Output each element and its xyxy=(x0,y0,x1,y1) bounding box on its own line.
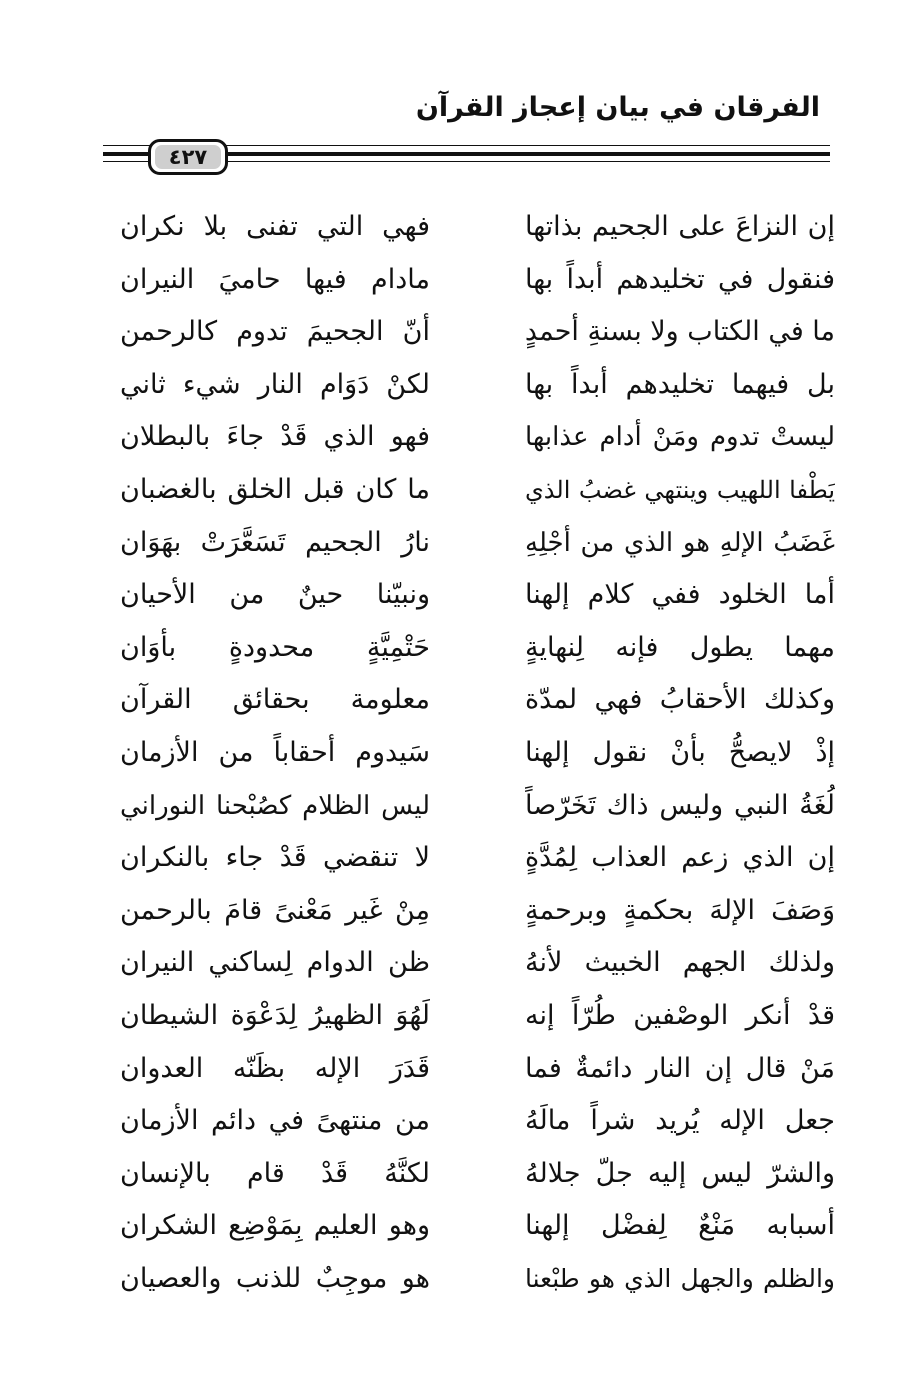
verse-line xyxy=(0,831,915,885)
verse-line xyxy=(0,200,915,254)
verse-first-hemistich: ولذلك الجهم الخبيث لأنهُ xyxy=(525,947,835,979)
verse-line xyxy=(0,253,915,307)
verse-first-hemistich: إذْ لايصحُّ بأنْ نقول إلهنا xyxy=(525,737,835,768)
verse-second-hemistich: ظن الدوام لِساكني النيران xyxy=(120,947,430,979)
verse-second-hemistich: معلومة بحقائق القرآن xyxy=(120,684,430,716)
verse-second-hemistich: لا تنقضي قَدْ جاء بالنكران xyxy=(120,842,430,874)
verse-line xyxy=(0,463,915,517)
verse-first-hemistich: مهما يطول فإنه لِنهايةٍ xyxy=(525,631,835,663)
verse-line xyxy=(0,1147,915,1201)
verse-line xyxy=(0,1252,915,1306)
verse-line xyxy=(0,305,915,359)
verse-second-hemistich: نارُ الجحيم تَسَعَّرَتْ بهَوَان xyxy=(120,526,430,558)
verse-line xyxy=(0,1094,915,1148)
verse-line xyxy=(0,410,915,464)
verse-second-hemistich: فهو الذي قَدْ جاءَ بالبطلان xyxy=(120,421,430,453)
verse-line xyxy=(0,516,915,570)
verse-first-hemistich: قدْ أنكر الوصْفين طُرّاً إنه xyxy=(525,1000,835,1031)
verse-first-hemistich: جعل الإله يُريد شراً مالَهُ xyxy=(525,1105,835,1137)
verse-first-hemistich: ليستْ تدوم ومَنْ أدام عذابها xyxy=(525,422,835,453)
verse-second-hemistich: فهي التي تفنى بلا نكران xyxy=(120,211,430,242)
verse-second-hemistich: مِنْ غَير مَعْنىً قامَ بالرحمن xyxy=(120,894,430,926)
verse-second-hemistich: لَهُوَ الظهيرُ لِدَعْوَة الشيطان xyxy=(120,1000,430,1031)
verse-line xyxy=(0,673,915,727)
verse-second-hemistich: لكنَّهُ قَدْ قام بالإنسان xyxy=(120,1157,430,1189)
verse-line xyxy=(0,779,915,833)
verse-first-hemistich: أما الخلود ففي كلام إلهنا xyxy=(525,579,835,611)
verse-second-hemistich: لكنْ دَوَام النار شيء ثاني xyxy=(120,368,430,400)
verse-line xyxy=(0,1199,915,1253)
verse-first-hemistich: غَضَبُ الإلهِ هو الذي من أجْلِهِ xyxy=(525,527,835,558)
verse-second-hemistich: حَتْمِيَّةٍ محدودةٍ بأوَان xyxy=(120,631,430,663)
verse-first-hemistich: وَصَفَ الإلهَ بحكمةٍ وبرحمةٍ xyxy=(525,894,835,926)
verse-line xyxy=(0,989,915,1043)
verse-first-hemistich: والشرّ ليس إليه جلّ جلالهُ xyxy=(525,1157,835,1189)
verse-second-hemistich: أنّ الجحيمَ تدوم كالرحمن xyxy=(120,316,430,348)
verse-second-hemistich: ليس الظلام كصُبْحنا النوراني xyxy=(120,790,430,821)
verse-line xyxy=(0,568,915,622)
verse-first-hemistich: إن الذي زعم العذاب لِمُدَّةٍ xyxy=(525,842,835,874)
verse-second-hemistich: من منتهىً في دائم الأزمان xyxy=(120,1105,430,1137)
running-header-title: الفرقان في بيان إعجاز القرآن xyxy=(415,92,820,123)
verse-first-hemistich: ما في الكتاب ولا بسنةِ أحمدٍ xyxy=(525,316,835,348)
verse-line xyxy=(0,1042,915,1096)
verse-line xyxy=(0,884,915,938)
page-number-badge xyxy=(148,139,228,175)
verse-second-hemistich: هو موجِبٌ للذنب والعصيان xyxy=(120,1263,430,1294)
verse-first-hemistich: أسبابه مَنْعٌ لِفضْل إلهنا xyxy=(525,1210,835,1242)
verse-first-hemistich: فنقول في تخليدهم أبداً بها xyxy=(525,263,835,295)
verse-second-hemistich: سَيدوم أحقاباً من الأزمان xyxy=(120,737,430,768)
verse-first-hemistich: يَطْفا اللهيب وينتهي غضبُ الذي xyxy=(525,476,835,504)
verse-first-hemistich: والظلم والجهل الذي هو طبْعنا xyxy=(525,1264,835,1293)
page-number: ٤٢٧ xyxy=(155,145,221,169)
verse-line xyxy=(0,726,915,780)
verse-line xyxy=(0,936,915,990)
verse-first-hemistich: إن النزاعَ على الجحيم بذاتها xyxy=(525,211,835,242)
verse-first-hemistich: بل فيهما تخليدهم أبداً بها xyxy=(525,368,835,400)
verse-second-hemistich: وهو العليم بِمَوْضِع الشكران xyxy=(120,1210,430,1242)
verse-second-hemistich: ونبيّنا حينٌ من الأحيان xyxy=(120,579,430,611)
verse-first-hemistich: وكذلك الأحقابُ فهي لمدّة xyxy=(525,684,835,716)
verse-line xyxy=(0,358,915,412)
verse-first-hemistich: لُغَةُ النبي وليس ذاك تَخَرّصاً xyxy=(525,789,835,821)
verse-second-hemistich: ما كان قبل الخلق بالغضبان xyxy=(120,474,430,505)
verse-line xyxy=(0,621,915,675)
verse-second-hemistich: قَدَرَ الإله بظَنّه العدوان xyxy=(120,1052,430,1084)
verse-second-hemistich: مادام فيها حاميَ النيران xyxy=(120,263,430,295)
verse-first-hemistich: مَنْ قال إن النار دائمةٌ فما xyxy=(525,1052,835,1084)
